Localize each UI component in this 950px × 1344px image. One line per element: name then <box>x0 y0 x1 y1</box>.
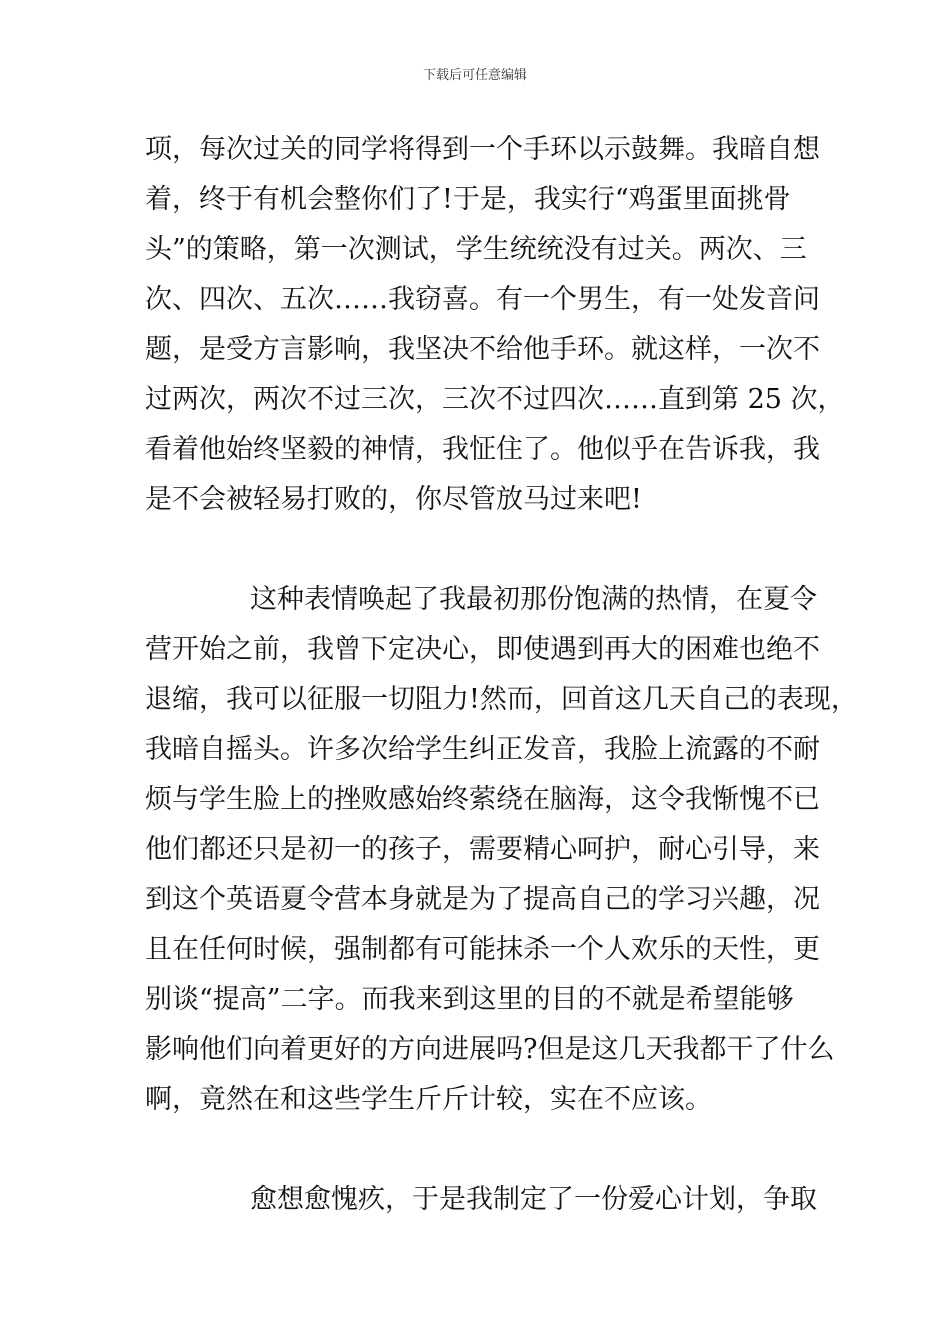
paragraph-1-line-6: 过两次，两次不过三次，三次不过四次……直到第 25 次， <box>145 384 845 415</box>
paragraph-2-line-11: 啊，竟然在和这些学生斤斤计较，实在不应该。 <box>145 1084 712 1115</box>
paragraph-2-line-6: 他们都还只是初一的孩子，需要精心呵护，耐心引导，来 <box>145 834 820 865</box>
paragraph-1-line-8: 是不会被轻易打败的，你尽管放马过来吧! <box>145 484 642 515</box>
paragraph-2-line-5: 烦与学生脸上的挫败感始终萦绕在脑海，这令我惭愧不已 <box>145 784 820 815</box>
paragraph-2-line-1: 这种表情唤起了我最初那份饱满的热情，在夏令 <box>250 584 817 615</box>
paragraph-2-line-4: 我暗自摇头。许多次给学生纠正发音，我脸上流露的不耐 <box>145 734 820 765</box>
paragraph-1-line-5: 题，是受方言影响，我坚决不给他手环。就这样，一次不 <box>145 334 820 365</box>
paragraph-2-line-9: 别谈“提高”二字。而我来到这里的目的不就是希望能够 <box>145 984 794 1015</box>
paragraph-1-line-2: 着，终于有机会整你们了!于是，我实行“鸡蛋里面挑骨 <box>145 184 791 215</box>
paragraph-3-line-1: 愈想愈愧疚，于是我制定了一份爱心计划，争取 <box>250 1184 817 1215</box>
paragraph-2-line-2: 营开始之前，我曾下定决心，即使遇到再大的困难也绝不 <box>145 634 820 665</box>
paragraph-2-line-8: 且在任何时候，强制都有可能抹杀一个人欢乐的天性，更 <box>145 934 820 965</box>
paragraph-2-line-10: 影响他们向着更好的方向进展吗?但是这几天我都干了什么 <box>145 1034 835 1065</box>
page-header: 下载后可任意编辑 <box>422 68 527 83</box>
paragraph-2-line-3: 退缩，我可以征服一切阻力!然而，回首这几天自己的表现， <box>145 684 858 715</box>
paragraph-1-line-7: 看着他始终坚毅的神情，我怔住了。他似乎在告诉我，我 <box>145 434 820 465</box>
paragraph-1-line-1: 项，每次过关的同学将得到一个手环以示鼓舞。我暗自想 <box>145 134 820 165</box>
paragraph-1-line-4: 次、四次、五次……我窃喜。有一个男生，有一处发音问 <box>145 284 820 315</box>
paragraph-1-line-3: 头”的策略，第一次测试，学生统统没有过关。两次、三 <box>145 234 807 265</box>
paragraph-2-line-7: 到这个英语夏令营本身就是为了提高自己的学习兴趣，况 <box>145 884 820 915</box>
